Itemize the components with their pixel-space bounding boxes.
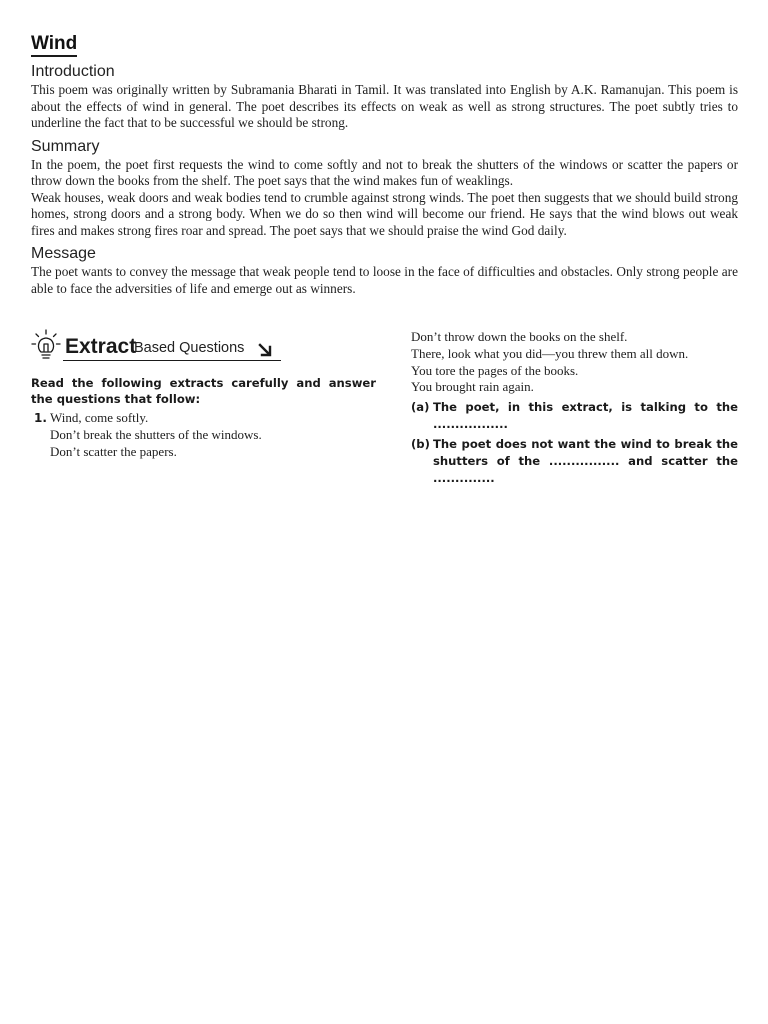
section-heading-introduction: Introduction [31, 63, 115, 80]
extract-section [31, 329, 738, 486]
verse-line: Don’t break the shutters of the windows. [50, 426, 262, 442]
sub-question-a [411, 399, 738, 433]
arrow-down-right-icon [257, 342, 273, 358]
page-title: Wind [31, 33, 77, 57]
verse-line: Wind, come softly. [50, 410, 149, 425]
sub-question-label: (a) [411, 400, 430, 415]
message-paragraph: The poet wants to convey the message that weak people tend to loose in the face of difficulties and obstacles. Only strong people are able to face the adversities of life and emerge out as winners. [31, 264, 738, 296]
question-1 [31, 410, 376, 460]
introduction-paragraph: This poem was originally written by Subramania Bharati in Tamil. It was translated into English by A.K. Ramanujan. This poem is about the effects of wind in general. The poet describes its effects on weak as well as strong structures. The poet subtly tries to underline the fact that to be successful we should be strong. [31, 82, 738, 130]
sub-question-b [411, 436, 738, 487]
extract-header [31, 329, 376, 365]
verse-line: You brought rain again. [411, 379, 534, 395]
extract-title-rest: Based Questions [134, 340, 245, 356]
verse-line: Don’t throw down the books on the shelf. [411, 329, 628, 344]
extract-title-bold: Extract [65, 335, 137, 358]
verse-line: Don’t scatter the papers. [50, 443, 177, 459]
verse-line: There, look what you did—you threw them all down. [411, 345, 689, 361]
summary-paragraph-2: Weak houses, weak doors and weak bodies tend to crumble against strong winds. The poet then suggests that we should build strong homes, strong doors and a strong body. When we do so then wind will become our friend. He says that the wind blows out weak fires and makes strong fires roar and spread. The poet says that we should praise the wind God daily. [31, 189, 738, 238]
main-content [31, 33, 738, 297]
sub-question-text: The poet does not want the wind to break the shutters of the ................ and scatter the .............. [433, 437, 738, 486]
extract-left-column [31, 329, 376, 460]
extract-instructions: Read the following extracts carefully and answer the questions that follow: [31, 376, 376, 406]
lightbulb-icon [31, 329, 61, 363]
sub-question-text: The poet, in this extract, is talking to the ................. [433, 400, 738, 432]
verse-line: You tore the pages of the books. [411, 362, 579, 378]
extract-right-column [411, 329, 738, 487]
extract-title-underline [63, 360, 281, 361]
sub-question-label: (b) [411, 437, 430, 452]
summary-paragraph-1: In the poem, the poet first requests the wind to come softly and not to break the shutters of the windows or scatter the papers or throw down the books from the shelf. The poet says that the wind makes fun of weaklings. [31, 156, 738, 188]
section-heading-message: Message [31, 245, 96, 262]
section-heading-summary: Summary [31, 137, 100, 155]
question-number: 1. [34, 411, 47, 425]
